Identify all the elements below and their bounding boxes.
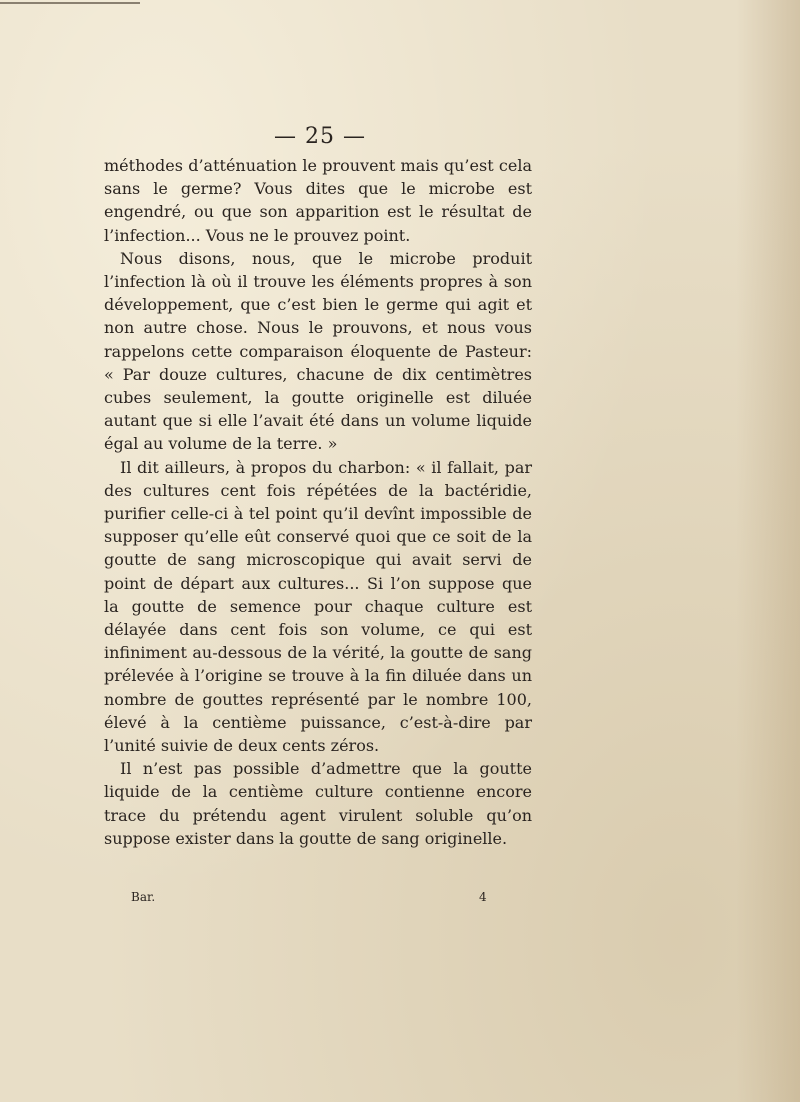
page-number: — 25 — — [274, 124, 366, 149]
top-edge-rule — [0, 2, 140, 4]
paragraph-3: Il dit ailleurs, à propos du charbon: « il fallait, par des cultures cent fois répétées de la bactéridie, purifier celle-ci à tel point qu’il devînt impossible de supposer qu’elle eût conservé quoi que ce soit de la goutte de sang microscopique qui avait servi de point de départ aux cultures... Si l’on suppose que la goutte de semence pour chaque culture est délayée dans cent fois son volume, ce qui est infiniment au-dessous de la vérité, la goutte de sang prélevée à l’origine se trouve à la fin diluée dans un nombre de gouttes représenté par le nombre 100, élevé à la centième puissance, c’est-à-dire par l’unité suivie de deux cents zéros. — [104, 457, 532, 756]
paragraph-4: Il n’est pas possible d’admettre que la goutte liquide de la centième culture contienne encore trace du prétendu agent virulent soluble qu’on suppose exister dans la goutte de sang originelle. — [104, 759, 532, 848]
paragraph-2: Nous disons, nous, que le microbe produit l’infection là où il trouve les éléments propres à son développement, que c’est bien le germe qui agit et non autre chose. Nous le prouvons, et nous vous rappelons cette comparaison éloquente de Pasteur: « Par douze cultures, chacune de dix centimètres cubes seulement, la goutte originelle est diluée autant que si elle l’avait été dans un volume liquide égal au volume de la terre. » — [104, 248, 532, 454]
signature-mark: Bar. — [131, 890, 156, 904]
body-text — [104, 154, 532, 850]
paragraph-1: méthodes d’atténuation le prouvent mais qu’est cela sans le germe? Vous dites que le microbe est engendré, ou que son apparition est le résultat de l’infection... Vous ne le prouvez point. — [104, 156, 532, 245]
signature-number: 4 — [479, 890, 487, 904]
